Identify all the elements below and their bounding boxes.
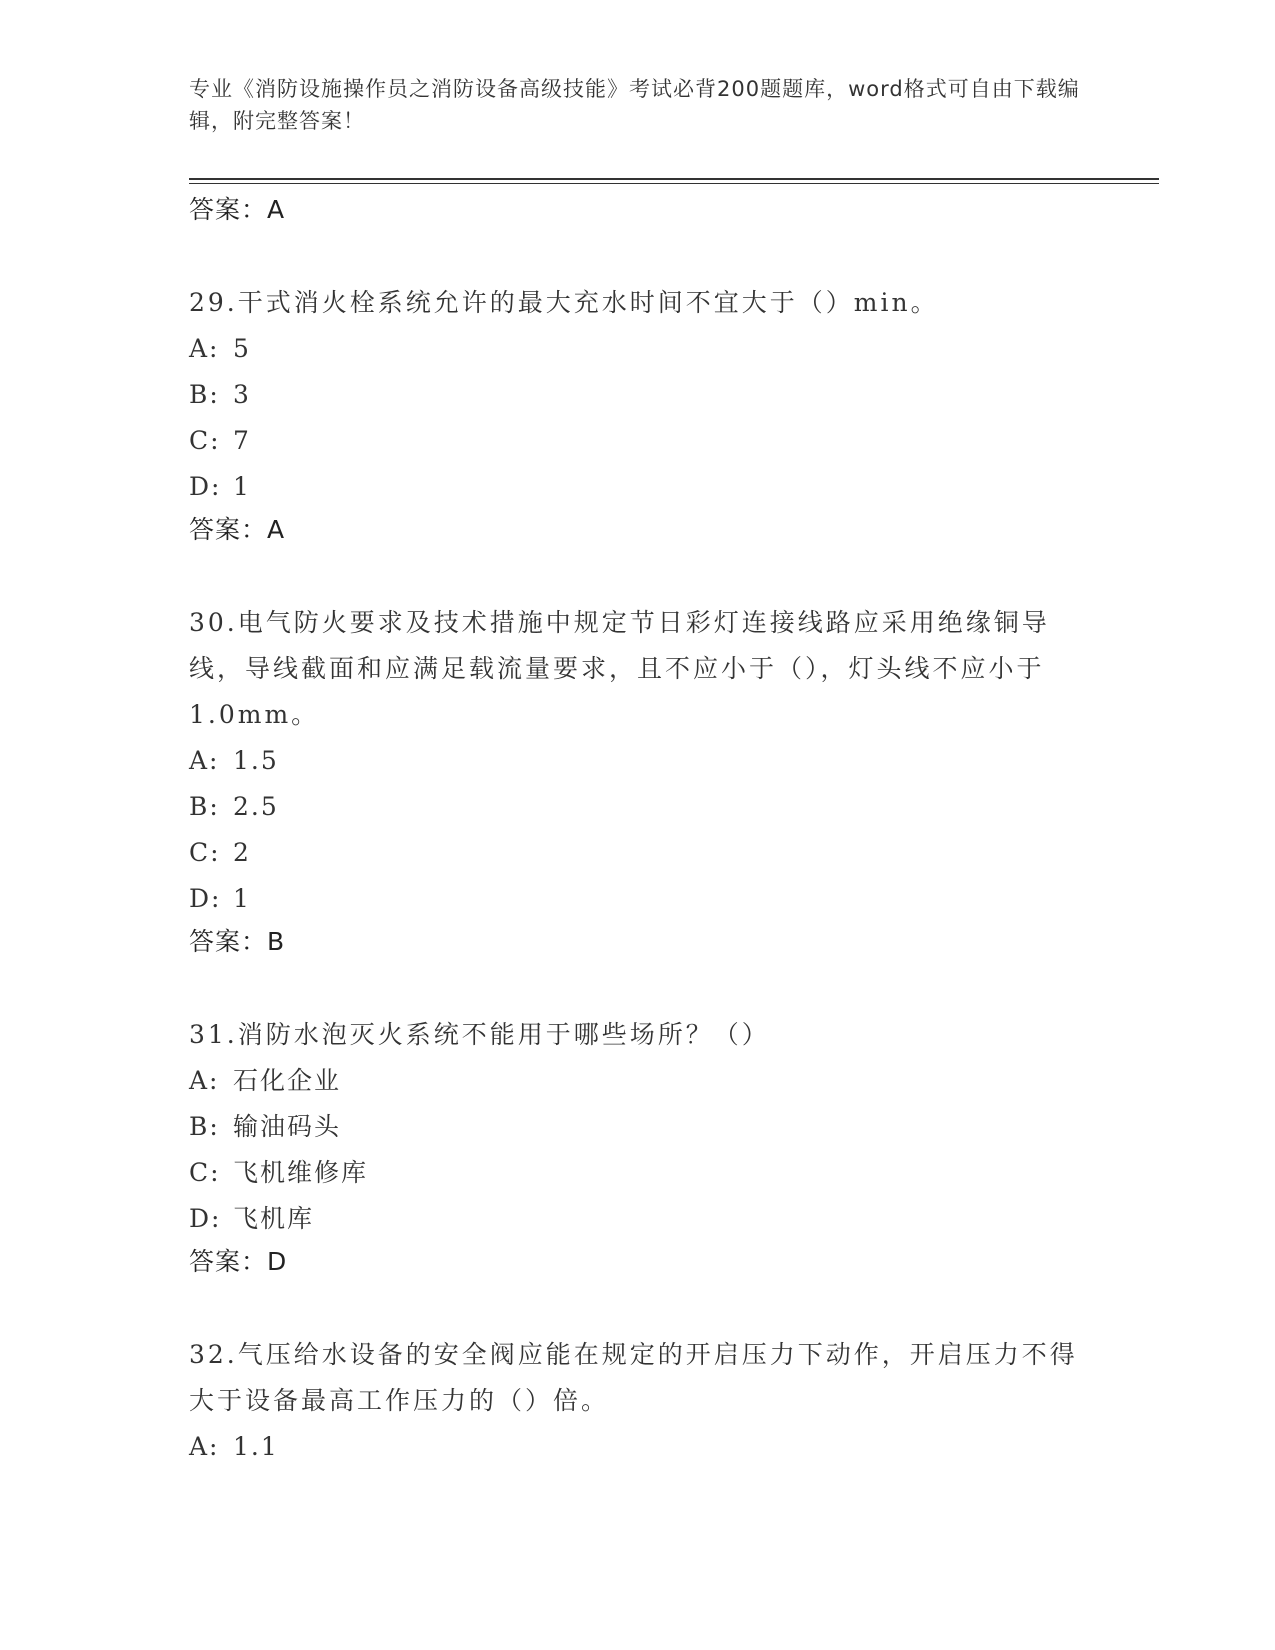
answer-label: 答案：D [189,1247,288,1276]
option-letter: D: [189,1204,222,1233]
question-text: 32.气压给水设备的安全阀应能在规定的开启压力下动作，开启压力不得大于设备最高工作压力的（）倍。 [189,1340,1078,1415]
option-value: 1 [233,884,251,913]
question-block [189,280,1089,550]
option-value: 2.5 [233,792,279,821]
option-value: 1.5 [233,746,279,775]
option-letter: C: [189,1158,221,1187]
answer-label: 答案：A [189,195,286,224]
option-a [189,1058,1089,1104]
option-letter: B: [189,792,220,821]
option-b [189,1104,1089,1150]
option-value: 3 [233,380,251,409]
answer-label: 答案：A [189,515,286,544]
option-d [189,1196,1089,1242]
option-b [189,372,1089,418]
option-letter: D: [189,472,222,501]
option-c [189,418,1089,464]
option-letter: B: [189,1112,220,1141]
question-text: 31.消防水泡灭火系统不能用于哪些场所？（） [189,1020,770,1049]
spacer [189,962,1089,1012]
option-letter: D: [189,884,222,913]
option-value: 输油码头 [233,1112,342,1141]
option-d [189,464,1089,510]
option-letter: B: [189,380,220,409]
option-value: 飞机库 [233,1204,315,1233]
option-d [189,876,1089,922]
header-rule-thin [189,183,1159,184]
option-value: 5 [233,334,251,363]
option-b [189,784,1089,830]
spacer [189,1282,1089,1332]
question-list [189,190,1089,1470]
question-block [189,600,1089,962]
option-c [189,1150,1089,1196]
option-letter: A: [189,1066,220,1095]
option-value: 2 [233,838,251,867]
option-a [189,738,1089,784]
option-value: 石化企业 [233,1066,342,1095]
option-c [189,830,1089,876]
option-value: 1 [233,472,251,501]
option-letter: C: [189,426,221,455]
question-text: 30.电气防火要求及技术措施中规定节日彩灯连接线路应采用绝缘铜导线，导线截面和应满足载流量要求，且不应小于（），灯头线不应小于1.0mm。 [189,608,1050,729]
option-letter: A: [189,1432,220,1461]
option-value: 飞机维修库 [233,1158,369,1187]
answer-label: 答案：B [189,927,286,956]
question-block [189,1012,1089,1282]
spacer [189,550,1089,600]
option-letter: A: [189,334,220,363]
option-a [189,326,1089,372]
option-letter: C: [189,838,221,867]
document-header: 专业《消防设施操作员之消防设备高级技能》考试必背200题题库，word格式可自由下载编辑，附完整答案！ [189,77,1080,133]
option-value: 1.1 [233,1432,279,1461]
header-rule-thick [189,178,1159,180]
question-block [189,1332,1089,1470]
spacer [189,230,1089,280]
option-letter: A: [189,746,220,775]
option-value: 7 [233,426,251,455]
option-a [189,1424,1089,1470]
question-text: 29.干式消火栓系统允许的最大充水时间不宜大于（）min。 [189,288,939,317]
